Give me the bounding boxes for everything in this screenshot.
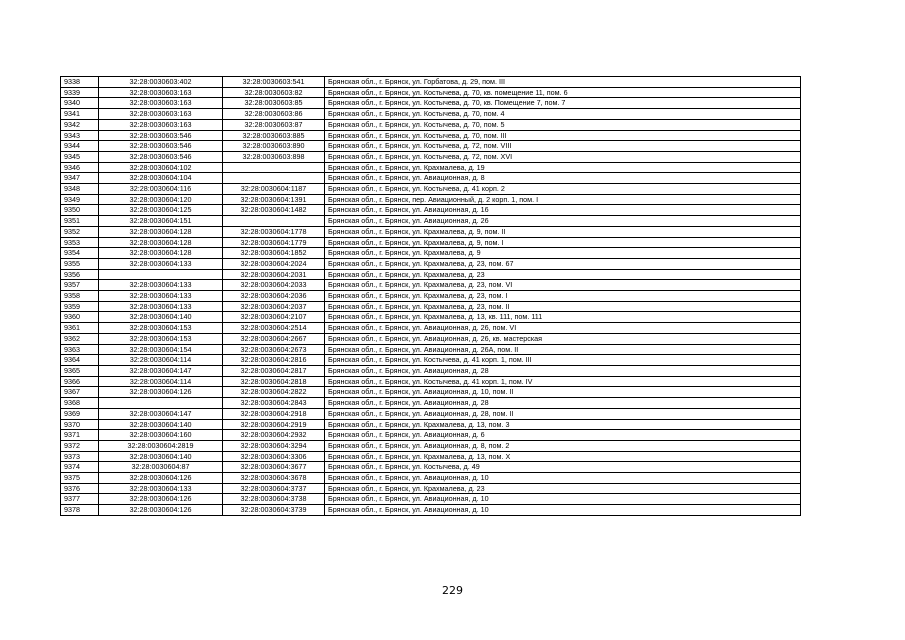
cadastral-number-cell: 32:28:0030604:2843 [223,398,325,409]
address-cell: Брянская обл., г. Брянск, ул. Костычева, д. 49 [325,462,801,473]
cadastral-number-cell: 32:28:0030604:3677 [223,462,325,473]
parent-cadastral-number-cell: 32:28:0030604:114 [99,376,223,387]
parent-cadastral-number-cell: 32:28:0030604:126 [99,387,223,398]
parent-cadastral-number-cell: 32:28:0030604:140 [99,312,223,323]
parent-cadastral-number-cell: 32:28:0030604:151 [99,216,223,227]
row-number-cell: 9372 [61,440,99,451]
parent-cadastral-number-cell: 32:28:0030604:2819 [99,440,223,451]
cadastral-number-cell: 32:28:0030604:2816 [223,355,325,366]
row-number-cell: 9351 [61,216,99,227]
address-cell: Брянская обл., г. Брянск, ул. Авиационная, д. 26, пом. VI [325,323,801,334]
table-row [61,398,801,409]
parent-cadastral-number-cell: 32:28:0030604:147 [99,365,223,376]
parent-cadastral-number-cell: 32:28:0030604:87 [99,462,223,473]
cadastral-number-cell: 32:28:0030604:2033 [223,280,325,291]
cadastral-number-cell: 32:28:0030604:2673 [223,344,325,355]
cadastral-number-cell [223,173,325,184]
table-row [61,365,801,376]
row-number-cell: 9364 [61,355,99,366]
parent-cadastral-number-cell: 32:28:0030604:133 [99,291,223,302]
parent-cadastral-number-cell: 32:28:0030603:163 [99,119,223,130]
row-number-cell: 9345 [61,151,99,162]
parent-cadastral-number-cell: 32:28:0030603:546 [99,151,223,162]
table-row [61,194,801,205]
row-number-cell: 9371 [61,430,99,441]
row-number-cell: 9354 [61,248,99,259]
table-row [61,355,801,366]
address-cell: Брянская обл., г. Брянск, ул. Горбатова, д. 29, пом. III [325,77,801,88]
cadastral-number-cell: 32:28:0030604:3739 [223,505,325,516]
table-row [61,119,801,130]
table-row [61,462,801,473]
address-cell: Брянская обл., г. Брянск, ул. Костычева, д. 41 корп. 1, пом. III [325,355,801,366]
parent-cadastral-number-cell: 32:28:0030604:133 [99,280,223,291]
table-row [61,87,801,98]
registry-table [60,76,801,516]
row-number-cell: 9360 [61,312,99,323]
row-number-cell: 9338 [61,77,99,88]
address-cell: Брянская обл., г. Брянск, ул. Авиационная, д. 10, пом. II [325,387,801,398]
cadastral-number-cell: 32:28:0030604:3737 [223,483,325,494]
address-cell: Брянская обл., г. Брянск, ул. Костычева, д. 70, пом. 4 [325,109,801,120]
parent-cadastral-number-cell: 32:28:0030604:128 [99,226,223,237]
row-number-cell: 9343 [61,130,99,141]
cadastral-number-cell: 32:28:0030604:2036 [223,291,325,302]
address-cell: Брянская обл., г. Брянск, пер. Авиационный, д. 2 корп. 1, пом. I [325,194,801,205]
cadastral-number-cell: 32:28:0030604:3738 [223,494,325,505]
row-number-cell: 9365 [61,365,99,376]
cadastral-number-cell: 32:28:0030604:3294 [223,440,325,451]
cadastral-number-cell: 32:28:0030603:82 [223,87,325,98]
table-row [61,505,801,516]
parent-cadastral-number-cell: 32:28:0030603:163 [99,109,223,120]
row-number-cell: 9356 [61,269,99,280]
row-number-cell: 9378 [61,505,99,516]
parent-cadastral-number-cell: 32:28:0030604:140 [99,419,223,430]
parent-cadastral-number-cell: 32:28:0030604:125 [99,205,223,216]
cadastral-number-cell: 32:28:0030604:3678 [223,473,325,484]
row-number-cell: 9362 [61,333,99,344]
table-row [61,162,801,173]
parent-cadastral-number-cell: 32:28:0030604:126 [99,505,223,516]
parent-cadastral-number-cell [99,269,223,280]
parent-cadastral-number-cell: 32:28:0030604:140 [99,451,223,462]
address-cell: Брянская обл., г. Брянск, ул. Костычева, д. 72, пом. XVI [325,151,801,162]
cadastral-number-cell: 32:28:0030604:2818 [223,376,325,387]
row-number-cell: 9359 [61,301,99,312]
address-cell: Брянская обл., г. Брянск, ул. Крахмалева, д. 23, пом. II [325,301,801,312]
table-row [61,130,801,141]
parent-cadastral-number-cell: 32:28:0030604:133 [99,258,223,269]
cadastral-number-cell: 32:28:0030604:1482 [223,205,325,216]
row-number-cell: 9369 [61,408,99,419]
table-row [61,483,801,494]
parent-cadastral-number-cell: 32:28:0030603:402 [99,77,223,88]
row-number-cell: 9373 [61,451,99,462]
parent-cadastral-number-cell: 32:28:0030604:126 [99,473,223,484]
parent-cadastral-number-cell: 32:28:0030604:153 [99,333,223,344]
row-number-cell: 9339 [61,87,99,98]
address-cell: Брянская обл., г. Брянск, ул. Крахмалева, д. 9, пом. II [325,226,801,237]
address-cell: Брянская обл., г. Брянск, ул. Авиационная, д. 26А, пом. II [325,344,801,355]
address-cell: Брянская обл., г. Брянск, ул. Костычева, д. 41 корп. 1, пом. IV [325,376,801,387]
address-cell: Брянская обл., г. Брянск, ул. Авиационная, д. 8 [325,173,801,184]
address-cell: Брянская обл., г. Брянск, ул. Авиационная, д. 26, кв. мастерская [325,333,801,344]
address-cell: Брянская обл., г. Брянск, ул. Авиационная, д. 28 [325,398,801,409]
row-number-cell: 9376 [61,483,99,494]
cadastral-number-cell: 32:28:0030604:2822 [223,387,325,398]
row-number-cell: 9375 [61,473,99,484]
cadastral-number-cell: 32:28:0030604:2667 [223,333,325,344]
row-number-cell: 9353 [61,237,99,248]
row-number-cell: 9341 [61,109,99,120]
table-row [61,173,801,184]
parent-cadastral-number-cell: 32:28:0030603:546 [99,130,223,141]
table-row [61,419,801,430]
parent-cadastral-number-cell: 32:28:0030604:116 [99,184,223,195]
address-cell: Брянская обл., г. Брянск, ул. Авиационная, д. 28 [325,365,801,376]
row-number-cell: 9340 [61,98,99,109]
cadastral-number-cell: 32:28:0030604:1852 [223,248,325,259]
row-number-cell: 9349 [61,194,99,205]
cadastral-number-cell: 32:28:0030604:2817 [223,365,325,376]
cadastral-number-cell: 32:28:0030603:898 [223,151,325,162]
cadastral-number-cell: 32:28:0030603:890 [223,141,325,152]
cadastral-number-cell: 32:28:0030603:541 [223,77,325,88]
address-cell: Брянская обл., г. Брянск, ул. Авиационная, д. 10 [325,505,801,516]
address-cell: Брянская обл., г. Брянск, ул. Костычева, д. 70, кв. помещение 11, пом. 6 [325,87,801,98]
address-cell: Брянская обл., г. Брянск, ул. Костычева, д. 72, пом. VIII [325,141,801,152]
table-row [61,184,801,195]
cadastral-number-cell: 32:28:0030604:1187 [223,184,325,195]
cadastral-number-cell: 32:28:0030604:1778 [223,226,325,237]
cadastral-number-cell: 32:28:0030603:85 [223,98,325,109]
address-cell: Брянская обл., г. Брянск, ул. Авиационная, д. 10 [325,494,801,505]
row-number-cell: 9368 [61,398,99,409]
address-cell: Брянская обл., г. Брянск, ул. Крахмалева, д. 23, пом. I [325,291,801,302]
cadastral-number-cell: 32:28:0030603:87 [223,119,325,130]
row-number-cell: 9355 [61,258,99,269]
table-row [61,494,801,505]
address-cell: Брянская обл., г. Брянск, ул. Крахмалева, д. 13, пом. X [325,451,801,462]
cadastral-number-cell: 32:28:0030604:1391 [223,194,325,205]
row-number-cell: 9361 [61,323,99,334]
address-cell: Брянская обл., г. Брянск, ул. Крахмалева, д. 19 [325,162,801,173]
parent-cadastral-number-cell: 32:28:0030604:154 [99,344,223,355]
table-row [61,216,801,227]
row-number-cell: 9352 [61,226,99,237]
parent-cadastral-number-cell: 32:28:0030604:128 [99,237,223,248]
address-cell: Брянская обл., г. Брянск, ул. Авиационная, д. 28, пом. II [325,408,801,419]
row-number-cell: 9358 [61,291,99,302]
registry-table-body [61,77,801,516]
address-cell: Брянская обл., г. Брянск, ул. Крахмалева, д. 23 [325,483,801,494]
table-row [61,451,801,462]
cadastral-number-cell: 32:28:0030604:2919 [223,419,325,430]
table-row [61,344,801,355]
address-cell: Брянская обл., г. Брянск, ул. Крахмалева, д. 9 [325,248,801,259]
row-number-cell: 9363 [61,344,99,355]
cadastral-number-cell: 32:28:0030604:2024 [223,258,325,269]
table-row [61,205,801,216]
row-number-cell: 9344 [61,141,99,152]
parent-cadastral-number-cell: 32:28:0030604:114 [99,355,223,366]
table-row [61,408,801,419]
table-row [61,269,801,280]
address-cell: Брянская обл., г. Брянск, ул. Крахмалева, д. 23, пом. VI [325,280,801,291]
address-cell: Брянская обл., г. Брянск, ул. Костычева, д. 70, пом. 5 [325,119,801,130]
row-number-cell: 9350 [61,205,99,216]
row-number-cell: 9347 [61,173,99,184]
cadastral-number-cell: 32:28:0030604:3306 [223,451,325,462]
page-number: 229 [442,584,463,597]
parent-cadastral-number-cell: 32:28:0030604:104 [99,173,223,184]
parent-cadastral-number-cell: 32:28:0030603:163 [99,98,223,109]
address-cell: Брянская обл., г. Брянск, ул. Авиационная, д. 16 [325,205,801,216]
parent-cadastral-number-cell: 32:28:0030603:163 [99,87,223,98]
table-row [61,77,801,88]
row-number-cell: 9370 [61,419,99,430]
cadastral-number-cell: 32:28:0030604:2031 [223,269,325,280]
table-row [61,98,801,109]
row-number-cell: 9374 [61,462,99,473]
parent-cadastral-number-cell: 32:28:0030604:120 [99,194,223,205]
table-row [61,473,801,484]
address-cell: Брянская обл., г. Брянск, ул. Костычева, д. 70, кв. Помещение 7, пом. 7 [325,98,801,109]
address-cell: Брянская обл., г. Брянск, ул. Костычева, д. 41 корп. 2 [325,184,801,195]
table-row [61,301,801,312]
cadastral-number-cell: 32:28:0030604:2107 [223,312,325,323]
cadastral-number-cell: 32:28:0030604:2514 [223,323,325,334]
address-cell: Брянская обл., г. Брянск, ул. Крахмалева, д. 13, пом. 3 [325,419,801,430]
address-cell: Брянская обл., г. Брянск, ул. Костычева, д. 70, пом. III [325,130,801,141]
address-cell: Брянская обл., г. Брянск, ул. Авиационная, д. 26 [325,216,801,227]
table-row [61,280,801,291]
cadastral-number-cell: 32:28:0030604:1779 [223,237,325,248]
parent-cadastral-number-cell: 32:28:0030603:546 [99,141,223,152]
table-row [61,141,801,152]
table-row [61,333,801,344]
address-cell: Брянская обл., г. Брянск, ул. Авиационная, д. 8, пом. 2 [325,440,801,451]
table-row [61,312,801,323]
table-row [61,237,801,248]
cadastral-number-cell: 32:28:0030604:2037 [223,301,325,312]
address-cell: Брянская обл., г. Брянск, ул. Крахмалева, д. 23 [325,269,801,280]
row-number-cell: 9357 [61,280,99,291]
parent-cadastral-number-cell: 32:28:0030604:126 [99,494,223,505]
address-cell: Брянская обл., г. Брянск, ул. Крахмалева, д. 23, пом. 67 [325,258,801,269]
table-row [61,248,801,259]
table-row [61,226,801,237]
table-row [61,440,801,451]
parent-cadastral-number-cell: 32:28:0030604:102 [99,162,223,173]
cadastral-number-cell: 32:28:0030604:2932 [223,430,325,441]
address-cell: Брянская обл., г. Брянск, ул. Авиационная, д. 10 [325,473,801,484]
row-number-cell: 9367 [61,387,99,398]
cadastral-number-cell: 32:28:0030603:86 [223,109,325,120]
row-number-cell: 9346 [61,162,99,173]
table-row [61,258,801,269]
cadastral-number-cell: 32:28:0030603:885 [223,130,325,141]
table-row [61,430,801,441]
table-row [61,109,801,120]
parent-cadastral-number-cell: 32:28:0030604:133 [99,483,223,494]
parent-cadastral-number-cell: 32:28:0030604:160 [99,430,223,441]
row-number-cell: 9342 [61,119,99,130]
table-row [61,291,801,302]
address-cell: Брянская обл., г. Брянск, ул. Крахмалева, д. 9, пом. I [325,237,801,248]
cadastral-number-cell [223,216,325,227]
row-number-cell: 9348 [61,184,99,195]
address-cell: Брянская обл., г. Брянск, ул. Крахмалева, д. 13, кв. 111, пом. 111 [325,312,801,323]
table-row [61,323,801,334]
parent-cadastral-number-cell: 32:28:0030604:128 [99,248,223,259]
table-row [61,387,801,398]
table-row [61,376,801,387]
table-row [61,151,801,162]
cadastral-number-cell [223,162,325,173]
row-number-cell: 9366 [61,376,99,387]
parent-cadastral-number-cell: 32:28:0030604:153 [99,323,223,334]
row-number-cell: 9377 [61,494,99,505]
parent-cadastral-number-cell: 32:28:0030604:133 [99,301,223,312]
address-cell: Брянская обл., г. Брянск, ул. Авиационная, д. 6 [325,430,801,441]
cadastral-number-cell: 32:28:0030604:2918 [223,408,325,419]
parent-cadastral-number-cell [99,398,223,409]
parent-cadastral-number-cell: 32:28:0030604:147 [99,408,223,419]
